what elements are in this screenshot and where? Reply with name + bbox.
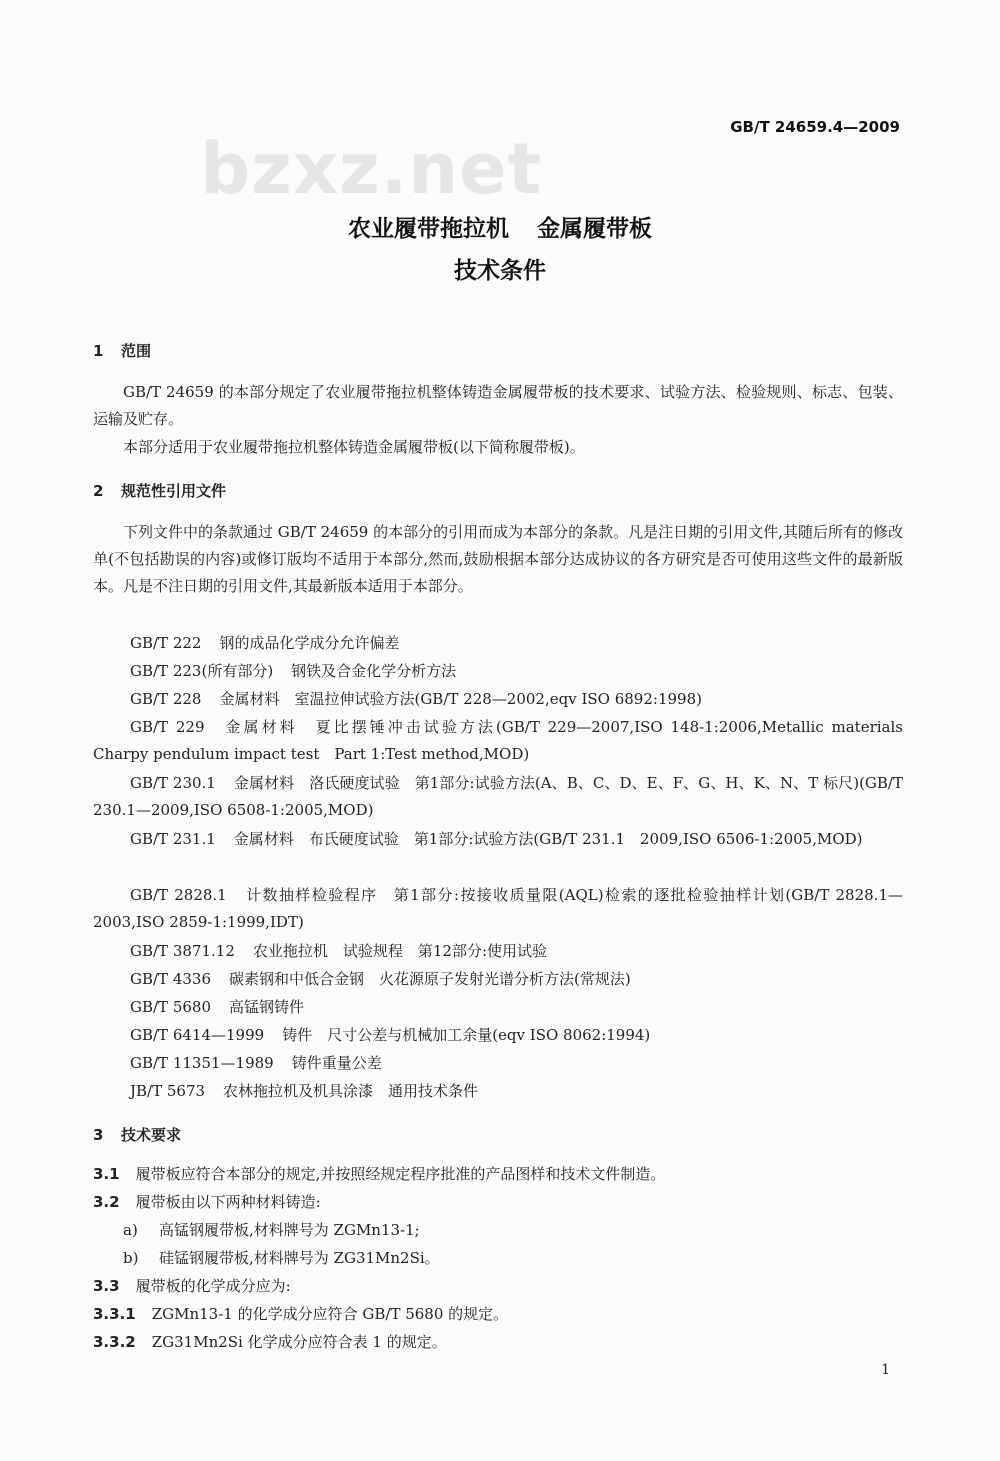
reference-item: GB/T 2828.1 计数抽样检验程序 第1部分:按接收质量限(AQL)检索的逐批检验抽样计划(GB/T 2828.1—2003,ISO 2859-1:1999,IDT)	[93, 886, 903, 931]
clause-3-3: 3.3 履带板的化学成分应为:	[93, 1277, 291, 1295]
reference-item: GB/T 222 钢的成品化学成分允许偏差	[130, 634, 400, 652]
watermark: bzxz.net	[200, 128, 543, 210]
reference-item: GB/T 4336 碳素钢和中低合金钢 火花源原子发射光谱分析方法(常规法)	[130, 970, 631, 988]
standard-code: GB/T 24659.4—2009	[730, 118, 900, 136]
reference-item: GB/T 6414—1999 铸件 尺寸公差与机械加工余量(eqv ISO 8062:1994)	[130, 1026, 651, 1044]
reference-item: GB/T 223(所有部分) 钢铁及合金化学分析方法	[130, 662, 457, 680]
reference-item: JB/T 5673 农林拖拉机及机具涂漆 通用技术条件	[130, 1082, 479, 1100]
reference-item: GB/T 229 金属材料 夏比摆锤冲击试验方法(GB/T 229—2007,ISO 148-1:2006,Metallic materials Charpy pendulum impact test Part 1:Test method,MOD)	[93, 718, 919, 763]
reference-item: GB/T 231.1 金属材料 布氏硬度试验 第1部分:试验方法(GB/T 231.1 2009,ISO 6506-1:2005,MOD)	[130, 830, 863, 848]
section-2-paragraph: 下列文件中的条款通过 GB/T 24659 的本部分的引用而成为本部分的条款。凡是注日期的引用文件,其随后所有的修改单(不包括勘误的内容)或修订版均不适用于本部分,然而,鼓励根据本部分达成协议的各方研究是否可使用这些文件的最新版本。凡是不注日期的引用文件,其最新版本适用于本部分。	[93, 523, 903, 595]
reference-item: GB/T 5680 高锰钢铸件	[130, 998, 305, 1016]
title-part-a: 农业履带拖拉机	[348, 216, 509, 242]
clause-3-3-1: 3.3.1 ZGMn13-1 的化学成分应符合 GB/T 5680 的规定。	[93, 1305, 509, 1323]
reference-item: GB/T 228 金属材料 室温拉伸试验方法(GB/T 228—2002,eqv ISO 6892:1998)	[130, 690, 702, 708]
section-3-heading: 3 技术要求	[93, 1126, 182, 1144]
clause-3-1: 3.1 履带板应符合本部分的规定,并按照经规定程序批准的产品图样和技术文件制造。	[93, 1165, 666, 1183]
clause-3-3-2: 3.3.2 ZG31Mn2Si 化学成分应符合表 1 的规定。	[93, 1333, 447, 1351]
section-1-heading: 1 范围	[93, 342, 152, 360]
section-1-paragraph-1: GB/T 24659 的本部分规定了农业履带拖拉机整体铸造金属履带板的技术要求、试验方法、检验规则、标志、包装、运输及贮存。	[93, 383, 903, 428]
clause-3-2-b: b) 硅锰钢履带板,材料牌号为 ZG31Mn2Si。	[123, 1249, 440, 1267]
reference-item: GB/T 230.1 金属材料 洛氏硬度试验 第1部分:试验方法(A、B、C、D、E、F、G、H、K、N、T 标尺)(GB/T 230.1—2009,ISO 6508-1:2005,MOD)	[93, 774, 903, 819]
reference-item: GB/T 11351—1989 铸件重量公差	[130, 1054, 382, 1072]
title-part-b: 金属履带板	[537, 216, 652, 242]
page-number: 1	[881, 1362, 890, 1378]
clause-3-2-a: a) 高锰钢履带板,材料牌号为 ZGMn13-1;	[123, 1221, 420, 1239]
reference-item: GB/T 3871.12 农业拖拉机 试验规程 第12部分:使用试验	[130, 942, 548, 960]
section-2-heading: 2 规范性引用文件	[93, 482, 227, 500]
title-line-2: 技术条件	[454, 258, 546, 284]
clause-3-2: 3.2 履带板由以下两种材料铸造:	[93, 1193, 321, 1211]
section-1-paragraph-2: 本部分适用于农业履带拖拉机整体铸造金属履带板(以下简称履带板)。	[123, 438, 585, 456]
title-line-1	[0, 210, 1000, 243]
